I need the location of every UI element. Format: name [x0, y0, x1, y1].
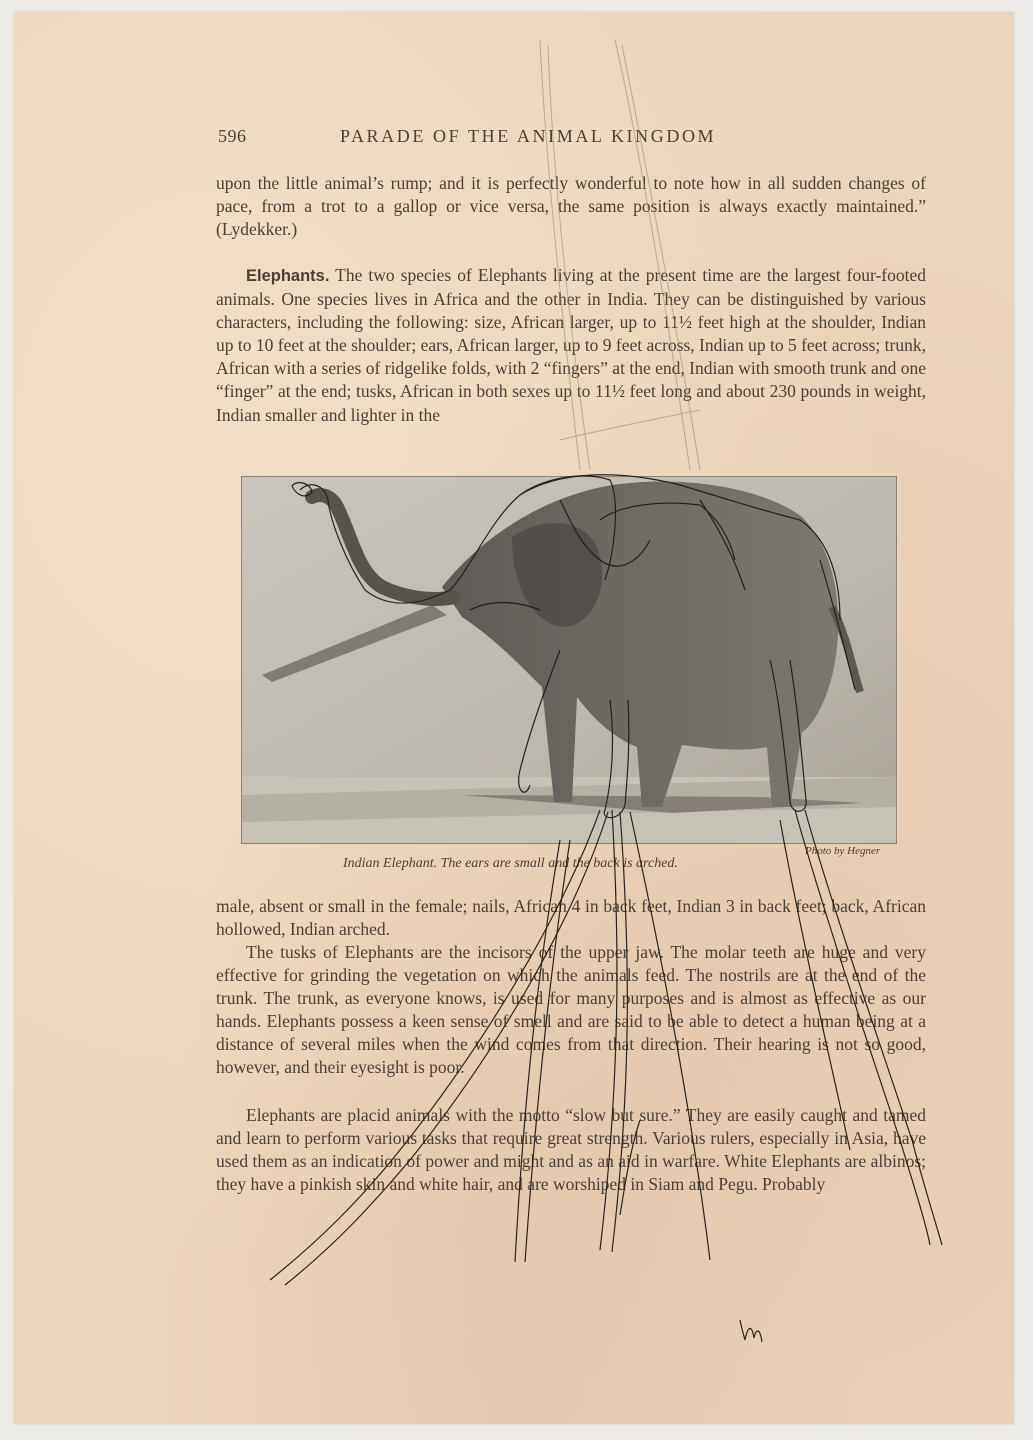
running-title: PARADE OF THE ANIMAL KINGDOM	[340, 126, 717, 146]
paragraph-text: upon the little animal’s rump; and it is perfectly wonderful to note how in all sudden changes of pace, from a trot to a gallop or vice versa, the same position is always exactly maintained.” (Lydekker.)	[216, 173, 926, 240]
photo-credit: Photo by Hegner	[805, 845, 881, 857]
page-number: 596	[218, 126, 247, 146]
section-heading: Elephants.	[246, 267, 330, 285]
figure-caption: Indian Elephant. The ears are small and the back is arched.	[343, 856, 678, 871]
paragraph-text: The tusks of Elephants are the incisors of the upper jaw. The molar teeth are huge and very effective for grinding the vegetation on which the animals feed. The nostrils are at the end of the trunk. The trunk, as everyone knows, is used for many purposes and is almost as effective as our hands. Elephants possess a keen sense of smell and are said to be able to detect a human being at a distance of several miles when the wind comes from that direction. Their hearing is not so good, however, and their eyesight is poor.	[216, 942, 926, 1078]
paragraph-text: The two species of Elephants living at the present time are the largest four-footed animals. One species lives in Africa and the other in India. They can be distinguished by various characters, including the following: size, African larger, up to 11½ feet high at the shoulder, Indian up to 10 feet at the shoulder; ears, African larger, up to 9 feet across, Indian up to 5 feet across; trunk, African with a series of ridgelike folds, with 2 “fingers” at the end, Indian with smooth trunk and one “finger” at the end; tusks, African in both sexes up to 11½ feet long and about 230 pounds in weight, Indian smaller and lighter in the	[216, 265, 926, 425]
paragraph-text: Elephants are placid animals with the motto “slow but sure.” They are easily caught and tamed and learn to perform various tasks that require great strength. Various rulers, especially in Asia, have used them as an indication of power and might and as an aid in warfare. White Elephants are albinos; they have a pinkish skin and white hair, and are worshiped in Siam and Pegu. Probably	[216, 1105, 926, 1195]
paragraph-text: male, absent or small in the female; nails, African 4 in back feet, Indian 3 in back feet; back, African hollowed, Indian arched.	[216, 896, 926, 940]
